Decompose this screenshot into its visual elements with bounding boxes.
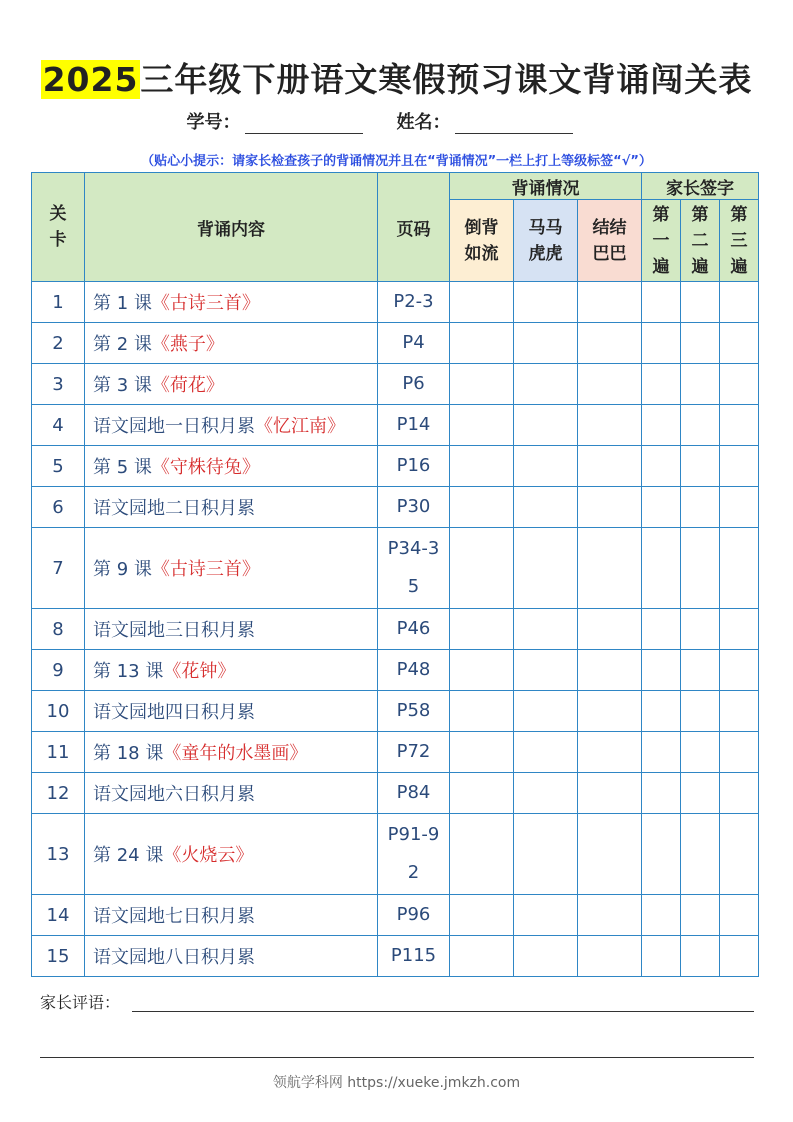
- header-recite-group: 背诵情况: [450, 173, 642, 200]
- sign-third-cell[interactable]: [720, 732, 759, 773]
- row-page: [378, 609, 450, 650]
- sign-first-cell[interactable]: [642, 609, 681, 650]
- row-content-title: 《古诗三首》: [151, 293, 260, 314]
- sign-first-cell[interactable]: [642, 732, 681, 773]
- row-level-number: 14: [32, 895, 85, 936]
- stutter-cell[interactable]: [578, 282, 642, 323]
- sign-third-cell[interactable]: [720, 364, 759, 405]
- stutter-cell[interactable]: [578, 405, 642, 446]
- sign-first-cell[interactable]: [642, 773, 681, 814]
- stutter-cell[interactable]: [578, 691, 642, 732]
- stutter-cell[interactable]: [578, 364, 642, 405]
- stutter-cell[interactable]: [578, 895, 642, 936]
- name-label: 姓名：: [396, 112, 451, 133]
- row-page-text: P96: [396, 904, 431, 925]
- row-content: [85, 691, 378, 732]
- sign-first-cell[interactable]: [642, 405, 681, 446]
- table-row: [32, 732, 759, 773]
- row-page-text: P2-3: [393, 291, 434, 312]
- row-page-text: P72: [396, 741, 431, 762]
- sign-first-cell[interactable]: [642, 446, 681, 487]
- row-content: [85, 895, 378, 936]
- stutter-cell[interactable]: [578, 936, 642, 977]
- header-page: 页码: [378, 173, 450, 282]
- sign-second-cell[interactable]: [681, 446, 720, 487]
- sign-third-cell[interactable]: [720, 282, 759, 323]
- row-page-text: P16: [396, 455, 431, 476]
- row-level-number: 12: [32, 773, 85, 814]
- fluent-cell[interactable]: [450, 814, 514, 895]
- row-page-text: P30: [396, 496, 431, 517]
- row-level-number: 6: [32, 487, 85, 528]
- footer-watermark: 领航学科网 https://xueke.jmkzh.com: [272, 1075, 521, 1091]
- sign-first-cell[interactable]: [642, 282, 681, 323]
- recitation-table: [31, 172, 759, 977]
- row-page: [378, 650, 450, 691]
- row-page: [378, 364, 450, 405]
- row-level-number: 4: [32, 405, 85, 446]
- parent-comment-label: 家长评语：: [40, 993, 121, 1012]
- table-row: [32, 814, 759, 895]
- fluent-cell[interactable]: [450, 650, 514, 691]
- so-so-cell[interactable]: [514, 487, 578, 528]
- table-row: [32, 609, 759, 650]
- row-content: [85, 650, 378, 691]
- table-row: [32, 282, 759, 323]
- table-row: [32, 405, 759, 446]
- sign-first-cell[interactable]: [642, 650, 681, 691]
- table-row: [32, 936, 759, 977]
- row-content-prefix: 语文园地四日积月累: [93, 702, 255, 723]
- so-so-cell[interactable]: [514, 773, 578, 814]
- sign-first-cell[interactable]: [642, 936, 681, 977]
- row-page: [378, 446, 450, 487]
- tip-text: （贴心小提示：请家长检查孩子的背诵情况并且在“背诵情况”一栏上打上等级标签“√”）: [141, 154, 652, 169]
- header-so-so: [514, 200, 578, 282]
- sign-second-cell[interactable]: [681, 323, 720, 364]
- row-page: [378, 405, 450, 446]
- fluent-cell[interactable]: [450, 323, 514, 364]
- so-so-cell[interactable]: [514, 446, 578, 487]
- sign-first-cell[interactable]: [642, 364, 681, 405]
- title-text: 三年级下册语文寒假预习课文背诵闯关表: [140, 60, 753, 99]
- header-first-text: 第一遍: [652, 204, 670, 277]
- so-so-cell[interactable]: [514, 609, 578, 650]
- sign-third-cell[interactable]: [720, 487, 759, 528]
- row-content-prefix: 第 5 课: [93, 457, 152, 478]
- table-row: [32, 487, 759, 528]
- row-content: [85, 487, 378, 528]
- stutter-cell[interactable]: [578, 528, 642, 609]
- row-content: [85, 528, 378, 609]
- fluent-cell[interactable]: [450, 282, 514, 323]
- header-fluent-text: 倒背如流: [464, 217, 499, 264]
- row-content-prefix: 语文园地六日积月累: [93, 784, 255, 805]
- student-info-line: [0, 108, 793, 134]
- sign-first-cell[interactable]: [642, 487, 681, 528]
- row-level-number: 2: [32, 323, 85, 364]
- fluent-cell[interactable]: [450, 487, 514, 528]
- parent-comment-line-2[interactable]: [40, 1057, 754, 1058]
- header-so-so-text: 马马虎虎: [528, 217, 563, 264]
- row-page: [378, 936, 450, 977]
- fluent-cell[interactable]: [450, 732, 514, 773]
- sign-first-cell[interactable]: [642, 691, 681, 732]
- header-third: [720, 200, 759, 282]
- fluent-cell[interactable]: [450, 364, 514, 405]
- row-page-text: P84: [396, 782, 431, 803]
- fluent-cell[interactable]: [450, 773, 514, 814]
- table-row: [32, 691, 759, 732]
- so-so-cell[interactable]: [514, 691, 578, 732]
- name-field[interactable]: [455, 117, 573, 134]
- row-content: [85, 732, 378, 773]
- sign-third-cell[interactable]: [720, 405, 759, 446]
- row-page-text: P34-35: [387, 538, 440, 597]
- sign-second-cell[interactable]: [681, 936, 720, 977]
- header-third-text: 第三遍: [730, 204, 748, 277]
- row-content-title: 《童年的水墨画》: [163, 743, 308, 764]
- header-second: [681, 200, 720, 282]
- row-level-number: 5: [32, 446, 85, 487]
- row-level-number: 11: [32, 732, 85, 773]
- row-page-text: P48: [396, 659, 431, 680]
- row-page-text: P46: [396, 618, 431, 639]
- row-page: [378, 487, 450, 528]
- stutter-cell[interactable]: [578, 609, 642, 650]
- row-page-text: P58: [396, 700, 431, 721]
- stutter-cell[interactable]: [578, 487, 642, 528]
- row-page: [378, 773, 450, 814]
- sign-first-cell[interactable]: [642, 528, 681, 609]
- header-stutter-text: 结结巴巴: [592, 217, 627, 264]
- sign-third-cell[interactable]: [720, 773, 759, 814]
- row-page-text: P6: [402, 373, 425, 394]
- header-parent-group: 家长签字: [642, 173, 759, 200]
- title-year: 2025: [42, 60, 139, 99]
- so-so-cell[interactable]: [514, 405, 578, 446]
- sign-second-cell[interactable]: [681, 732, 720, 773]
- header-level-text: 关卡: [49, 204, 67, 250]
- row-page: [378, 323, 450, 364]
- row-content: [85, 364, 378, 405]
- sign-third-cell[interactable]: [720, 650, 759, 691]
- row-page-text: P115: [390, 945, 437, 966]
- table-row: [32, 895, 759, 936]
- row-content-prefix: 第 13 课: [93, 661, 164, 682]
- student-no-field[interactable]: [245, 117, 363, 134]
- row-content-prefix: 语文园地一日积月累: [93, 416, 255, 437]
- student-no-label: 学号：: [186, 112, 241, 133]
- row-content-title: 《荷花》: [151, 375, 224, 396]
- row-content-prefix: 语文园地七日积月累: [93, 906, 255, 927]
- row-content-title: 《忆江南》: [255, 416, 345, 437]
- stutter-cell[interactable]: [578, 814, 642, 895]
- row-content-title: 《古诗三首》: [151, 559, 260, 580]
- row-level-number: 9: [32, 650, 85, 691]
- row-content-title: 《守株待兔》: [151, 457, 260, 478]
- sign-second-cell[interactable]: [681, 282, 720, 323]
- header-fluent: [450, 200, 514, 282]
- row-page: [378, 282, 450, 323]
- so-so-cell[interactable]: [514, 323, 578, 364]
- row-content: [85, 405, 378, 446]
- row-level-number: 3: [32, 364, 85, 405]
- row-content-title: 《火烧云》: [163, 845, 254, 866]
- sign-third-cell[interactable]: [720, 936, 759, 977]
- row-page-text: P14: [396, 414, 431, 435]
- so-so-cell[interactable]: [514, 528, 578, 609]
- row-level-number: 7: [32, 528, 85, 609]
- sign-third-cell[interactable]: [720, 895, 759, 936]
- so-so-cell[interactable]: [514, 936, 578, 977]
- sign-third-cell[interactable]: [720, 528, 759, 609]
- row-content: [85, 282, 378, 323]
- row-content: [85, 773, 378, 814]
- sign-second-cell[interactable]: [681, 650, 720, 691]
- stutter-cell[interactable]: [578, 446, 642, 487]
- fluent-cell[interactable]: [450, 528, 514, 609]
- header-second-text: 第二遍: [691, 204, 709, 277]
- row-level-number: 13: [32, 814, 85, 895]
- row-content: [85, 446, 378, 487]
- sign-third-cell[interactable]: [720, 446, 759, 487]
- table-row: [32, 773, 759, 814]
- row-content-prefix: 第 24 课: [93, 845, 164, 866]
- row-content-prefix: 语文园地二日积月累: [93, 498, 255, 519]
- row-page: [378, 895, 450, 936]
- sign-second-cell[interactable]: [681, 895, 720, 936]
- sign-first-cell[interactable]: [642, 814, 681, 895]
- so-so-cell[interactable]: [514, 282, 578, 323]
- so-so-cell[interactable]: [514, 650, 578, 691]
- table-row: [32, 364, 759, 405]
- row-level-number: 1: [32, 282, 85, 323]
- parent-comment-line[interactable]: [132, 1011, 754, 1012]
- sign-third-cell[interactable]: [720, 323, 759, 364]
- row-content: [85, 609, 378, 650]
- row-level-number: 8: [32, 609, 85, 650]
- row-page: [378, 528, 450, 609]
- row-page-text: P91-92: [387, 824, 440, 883]
- sign-second-cell[interactable]: [681, 364, 720, 405]
- header-content: 背诵内容: [85, 173, 378, 282]
- header-level: [32, 173, 85, 282]
- row-content: [85, 323, 378, 364]
- row-content: [85, 814, 378, 895]
- sign-second-cell[interactable]: [681, 405, 720, 446]
- row-content: [85, 936, 378, 977]
- sign-second-cell[interactable]: [681, 609, 720, 650]
- table-row: [32, 446, 759, 487]
- stutter-cell[interactable]: [578, 650, 642, 691]
- sign-second-cell[interactable]: [681, 691, 720, 732]
- sign-third-cell[interactable]: [720, 609, 759, 650]
- fluent-cell[interactable]: [450, 446, 514, 487]
- row-content-prefix: 语文园地八日积月累: [93, 947, 255, 968]
- sign-third-cell[interactable]: [720, 691, 759, 732]
- row-level-number: 10: [32, 691, 85, 732]
- row-content-prefix: 第 18 课: [93, 743, 164, 764]
- row-content-prefix: 第 9 课: [93, 559, 152, 580]
- fluent-cell[interactable]: [450, 691, 514, 732]
- table-row: [32, 323, 759, 364]
- so-so-cell[interactable]: [514, 364, 578, 405]
- header-first: [642, 200, 681, 282]
- row-content-title: 《燕子》: [151, 334, 224, 355]
- page-title: [0, 54, 793, 101]
- fluent-cell[interactable]: [450, 405, 514, 446]
- row-content-title: 《花钟》: [163, 661, 236, 682]
- sign-second-cell[interactable]: [681, 487, 720, 528]
- sign-second-cell[interactable]: [681, 814, 720, 895]
- table-row: [32, 528, 759, 609]
- row-page: [378, 732, 450, 773]
- row-content-prefix: 第 1 课: [93, 293, 152, 314]
- stutter-cell[interactable]: [578, 323, 642, 364]
- sign-first-cell[interactable]: [642, 895, 681, 936]
- row-level-number: 15: [32, 936, 85, 977]
- sign-first-cell[interactable]: [642, 323, 681, 364]
- so-so-cell[interactable]: [514, 814, 578, 895]
- sign-third-cell[interactable]: [720, 814, 759, 895]
- row-content-prefix: 第 2 课: [93, 334, 152, 355]
- row-page: [378, 814, 450, 895]
- so-so-cell[interactable]: [514, 895, 578, 936]
- row-content-prefix: 语文园地三日积月累: [93, 620, 255, 641]
- so-so-cell[interactable]: [514, 732, 578, 773]
- fluent-cell[interactable]: [450, 936, 514, 977]
- sign-second-cell[interactable]: [681, 773, 720, 814]
- row-page-text: P4: [402, 332, 425, 353]
- row-content-prefix: 第 3 课: [93, 375, 152, 396]
- fluent-cell[interactable]: [450, 609, 514, 650]
- row-page: [378, 691, 450, 732]
- header-stutter: [578, 200, 642, 282]
- sign-second-cell[interactable]: [681, 528, 720, 609]
- stutter-cell[interactable]: [578, 732, 642, 773]
- fluent-cell[interactable]: [450, 895, 514, 936]
- table-row: [32, 650, 759, 691]
- stutter-cell[interactable]: [578, 773, 642, 814]
